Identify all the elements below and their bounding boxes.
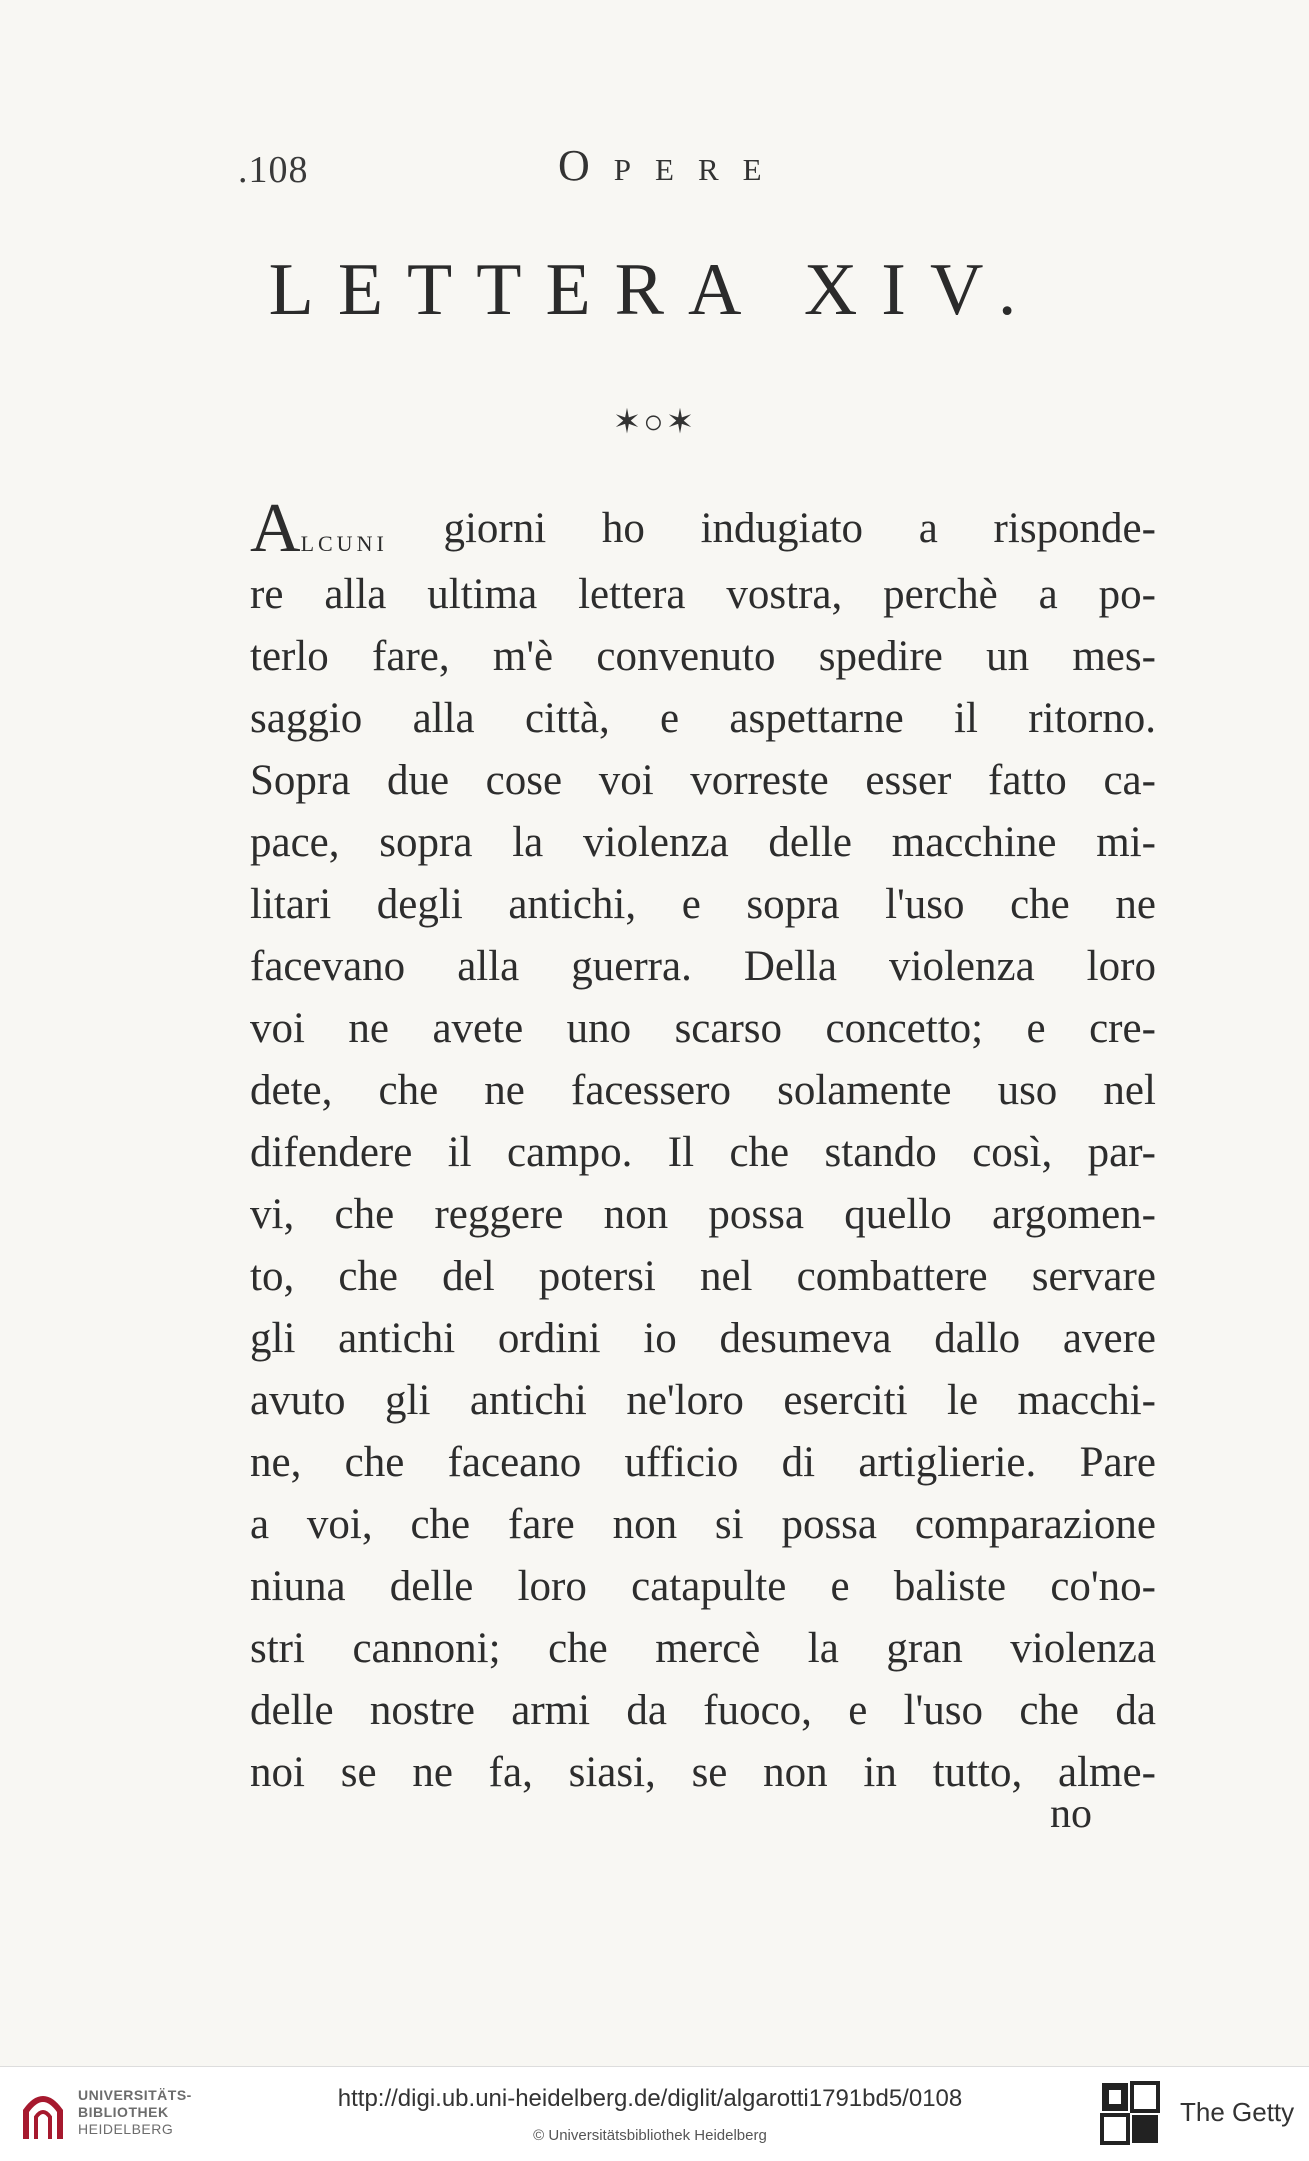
word: voi xyxy=(598,757,654,804)
word: che xyxy=(1019,1687,1080,1734)
footer-bar xyxy=(0,2066,1309,2161)
copyright-notice: © Universitätsbibliothek Heidelberg xyxy=(533,2127,767,2144)
word: potersi xyxy=(538,1253,656,1300)
word: violenza xyxy=(1010,1625,1156,1672)
text-line xyxy=(250,1556,1156,1618)
word: dete, xyxy=(250,1067,333,1114)
word: argomen- xyxy=(992,1191,1156,1238)
word: loro xyxy=(517,1563,587,1610)
word: Sopra xyxy=(250,757,351,804)
text-line xyxy=(250,1184,1156,1246)
text-line xyxy=(250,1308,1156,1370)
word: antichi xyxy=(469,1377,587,1424)
word: del xyxy=(442,1253,495,1300)
word: che xyxy=(548,1625,608,1672)
word: sopra xyxy=(379,819,473,866)
word: ne, xyxy=(250,1439,302,1486)
word: e xyxy=(1026,1005,1046,1052)
word: difendere xyxy=(250,1129,413,1176)
word: da xyxy=(626,1687,667,1734)
word: re xyxy=(250,571,284,618)
word: catapulte xyxy=(631,1563,787,1610)
word: terlo xyxy=(250,633,329,680)
word: macchi- xyxy=(1017,1377,1156,1424)
word: ufficio xyxy=(624,1439,739,1486)
word: ne'loro xyxy=(626,1377,744,1424)
text-line xyxy=(250,1494,1156,1556)
word: armi xyxy=(511,1687,591,1734)
word: lettera xyxy=(578,571,686,618)
word: noi xyxy=(250,1749,305,1796)
text-line xyxy=(250,750,1156,812)
opening-word xyxy=(250,490,388,567)
opening-word-rest: lcuni xyxy=(300,522,388,558)
word: desumeva xyxy=(719,1315,892,1362)
word: mes- xyxy=(1072,633,1156,680)
text-line xyxy=(250,1680,1156,1742)
word: e xyxy=(681,881,701,928)
text-line xyxy=(250,1618,1156,1680)
word: concetto; xyxy=(825,1005,984,1052)
word: gli xyxy=(250,1315,296,1362)
word: vorreste xyxy=(690,757,829,804)
word: così, xyxy=(972,1129,1053,1176)
text-line xyxy=(250,812,1156,874)
word: gli xyxy=(385,1377,431,1424)
word: voi xyxy=(250,1005,305,1052)
word: litari xyxy=(250,881,332,928)
word: stando xyxy=(824,1129,937,1176)
word: delle xyxy=(768,819,852,866)
word: ne xyxy=(1115,881,1156,928)
word: ne xyxy=(348,1005,389,1052)
university-library-logo-icon xyxy=(18,2081,68,2145)
word: il xyxy=(954,695,978,742)
word: se xyxy=(691,1749,728,1796)
word: alla xyxy=(324,571,387,618)
word: violenza xyxy=(889,943,1035,990)
text-line xyxy=(250,490,1156,567)
ornament-divider: ✶○✶ xyxy=(612,404,697,441)
library-name xyxy=(78,2087,192,2138)
word: campo. xyxy=(507,1129,633,1176)
running-head xyxy=(238,140,878,190)
word: l'uso xyxy=(903,1687,984,1734)
word: io xyxy=(643,1315,677,1362)
word: risponde- xyxy=(993,505,1156,552)
word: siasi, xyxy=(568,1749,656,1796)
word: antichi, xyxy=(508,881,637,928)
text-line xyxy=(250,1432,1156,1494)
text-line xyxy=(250,1742,1156,1804)
word: nel xyxy=(699,1253,753,1300)
word: che xyxy=(729,1129,790,1176)
word: ne xyxy=(484,1067,525,1114)
word: avere xyxy=(1062,1315,1156,1362)
word: eserciti xyxy=(783,1377,908,1424)
word: due xyxy=(386,757,450,804)
word: uso xyxy=(997,1067,1058,1114)
word: par- xyxy=(1087,1129,1156,1176)
text-line xyxy=(250,1246,1156,1308)
word: la xyxy=(807,1625,839,1672)
word: alla xyxy=(412,695,475,742)
page-number: .108 xyxy=(238,149,309,191)
word: a xyxy=(1038,571,1058,618)
word: vi, xyxy=(250,1191,295,1238)
word: città, xyxy=(524,695,610,742)
word: pace, xyxy=(250,819,340,866)
word: che xyxy=(344,1439,405,1486)
word: se xyxy=(340,1749,377,1796)
word: le xyxy=(947,1377,979,1424)
word: cose xyxy=(485,757,563,804)
running-head-title: Opere xyxy=(558,141,786,190)
word: uno xyxy=(566,1005,632,1052)
word: fuoco, xyxy=(703,1687,812,1734)
letter-body xyxy=(250,490,1156,1804)
word: fa, xyxy=(488,1749,533,1796)
word: fatto xyxy=(988,757,1067,804)
word: cre- xyxy=(1089,1005,1156,1052)
word: stri xyxy=(250,1625,305,1672)
library-name-line3: HEIDELBERG xyxy=(78,2121,174,2137)
drop-cap: A xyxy=(250,490,301,567)
word: m'è xyxy=(492,633,554,680)
text-line xyxy=(250,626,1156,688)
word: Pare xyxy=(1079,1439,1156,1486)
text-line xyxy=(250,998,1156,1060)
word: faceano xyxy=(447,1439,582,1486)
word: che xyxy=(1010,881,1070,928)
word: la xyxy=(512,819,544,866)
word: alla xyxy=(457,943,520,990)
word: non xyxy=(603,1191,669,1238)
word: ritorno. xyxy=(1028,695,1156,742)
word: mi- xyxy=(1096,819,1156,866)
word: che xyxy=(410,1501,471,1548)
text-line xyxy=(250,1370,1156,1432)
word: da xyxy=(1115,1687,1156,1734)
word: violenza xyxy=(583,819,729,866)
word: si xyxy=(714,1501,744,1548)
word: macchine xyxy=(891,819,1057,866)
word: degli xyxy=(376,881,463,928)
word: il xyxy=(447,1129,472,1176)
word: aspettarne xyxy=(729,695,904,742)
word: di xyxy=(781,1439,816,1486)
word: servare xyxy=(1031,1253,1156,1300)
text-line xyxy=(250,1122,1156,1184)
word: facevano xyxy=(250,943,406,990)
word: e xyxy=(848,1687,868,1734)
word: in xyxy=(863,1749,897,1796)
word: che xyxy=(378,1067,439,1114)
text-line xyxy=(250,874,1156,936)
word: gran xyxy=(886,1625,963,1672)
word: niuna xyxy=(250,1563,346,1610)
word: un xyxy=(986,633,1030,680)
getty-label: The Getty xyxy=(1180,2097,1295,2127)
word: possa xyxy=(708,1191,804,1238)
word: non xyxy=(612,1501,678,1548)
word: possa xyxy=(781,1501,877,1548)
word: ordini xyxy=(497,1315,601,1362)
word: dallo xyxy=(934,1315,1021,1362)
word: avuto xyxy=(250,1377,346,1424)
word: ultima xyxy=(427,571,538,618)
word: nel xyxy=(1103,1067,1156,1114)
library-name-line2: BIBLIOTHEK xyxy=(78,2104,169,2120)
word: l'uso xyxy=(885,881,965,928)
word: antichi xyxy=(338,1315,456,1362)
word: nostre xyxy=(369,1687,475,1734)
word: ho xyxy=(601,505,645,552)
word: ne xyxy=(412,1749,453,1796)
word: to, xyxy=(250,1253,295,1300)
word: e xyxy=(830,1563,850,1610)
word: quello xyxy=(844,1191,952,1238)
permalink-url[interactable]: http://digi.ub.uni-heidelberg.de/diglit/algarotti1791bd5/0108 xyxy=(337,2085,963,2112)
word: non xyxy=(763,1749,828,1796)
word: baliste xyxy=(893,1563,1007,1610)
word: guerra. xyxy=(571,943,692,990)
word: co'no- xyxy=(1050,1563,1156,1610)
word: avete xyxy=(432,1005,524,1052)
text-line xyxy=(250,688,1156,750)
word: saggio xyxy=(250,695,363,742)
word: Della xyxy=(743,943,837,990)
word: e xyxy=(660,695,680,742)
word: po- xyxy=(1098,571,1156,618)
text-line xyxy=(250,936,1156,998)
word: fare xyxy=(507,1501,575,1548)
word: giorni xyxy=(443,505,547,552)
word: che xyxy=(338,1253,398,1300)
word: cannoni; xyxy=(352,1625,501,1672)
word: comparazione xyxy=(914,1501,1156,1548)
word: vostra, xyxy=(726,571,843,618)
word: tutto, xyxy=(932,1749,1023,1796)
word: che xyxy=(334,1191,395,1238)
word: fare, xyxy=(372,633,450,680)
word: solamente xyxy=(777,1067,952,1114)
word: scarso xyxy=(674,1005,783,1052)
word: artiglierie. xyxy=(858,1439,1037,1486)
word: spedire xyxy=(818,633,943,680)
library-name-line1: UNIVERSITÄTS- xyxy=(78,2087,192,2103)
getty-logo-icon xyxy=(1100,2081,1160,2147)
word: convenuto xyxy=(596,633,776,680)
word: delle xyxy=(250,1687,334,1734)
word: voi, xyxy=(306,1501,373,1548)
word: perchè xyxy=(883,571,998,618)
text-line xyxy=(250,1060,1156,1122)
letter-title: LETTERA XIV. xyxy=(268,249,1041,331)
word: delle xyxy=(389,1563,474,1610)
word: mercè xyxy=(655,1625,761,1672)
word: alme- xyxy=(1058,1749,1156,1796)
word: loro xyxy=(1086,943,1156,990)
word: reggere xyxy=(434,1191,564,1238)
word: Il xyxy=(667,1129,695,1176)
text-line xyxy=(250,564,1156,626)
word: facessero xyxy=(571,1067,731,1114)
word: combattere xyxy=(796,1253,988,1300)
word: a xyxy=(918,505,938,552)
word: esser xyxy=(865,757,952,804)
word: indugiato xyxy=(700,505,864,552)
word: a xyxy=(250,1501,270,1548)
word: ca- xyxy=(1103,757,1156,804)
word: sopra xyxy=(746,881,840,928)
catchword: no xyxy=(1050,1791,1092,1837)
